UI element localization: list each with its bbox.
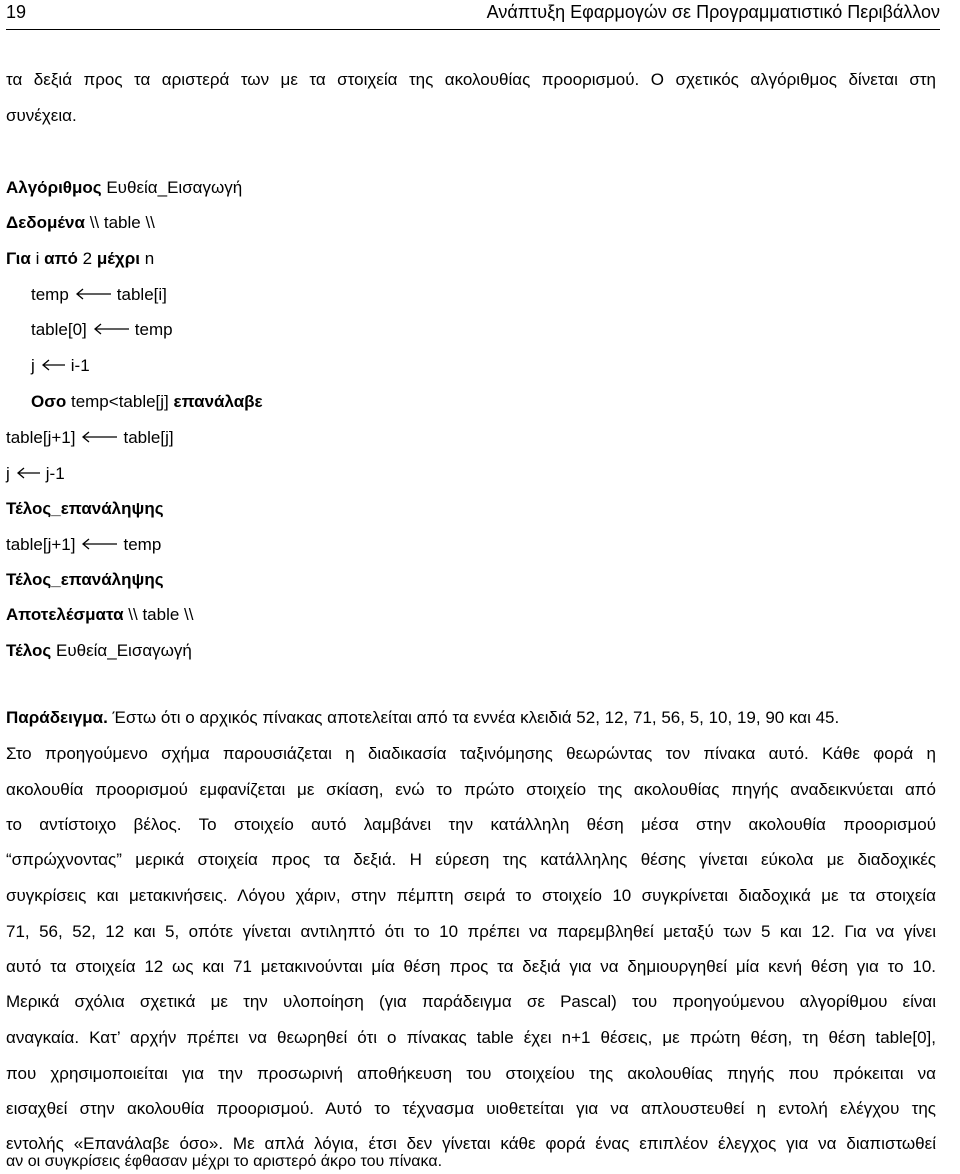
example-line-4: το αντίστοιχο βέλος. Το στοιχείο αυτό λαμβάνει την κατάλληλη θέση μέσα στην ακολουθία προορισμού [6,815,936,834]
algo-line-5 [31,320,173,340]
example-line-3: ακολουθία προορισμού εμφανίζεται με σκίαση, ενώ το πρώτο στοιχείο της ακολουθίας πηγής αναδεικνύεται από [6,780,936,799]
algo-line-14 [6,641,192,661]
intro-line-2: συνέχεια. [6,106,77,125]
page-header [6,0,940,30]
left-arrow-icon [81,535,117,555]
algo-line-4 [31,285,167,305]
page-number: 19 [6,2,27,22]
left-arrow-icon [16,464,40,484]
left-arrow-icon [41,356,65,376]
left-arrow-icon [75,285,111,305]
left-arrow-icon [81,428,117,448]
keyword: Τέλος_επανάληψης [6,499,164,518]
example-line-9: Μερικά σχόλια σχετικά με την υλοποίηση (για παράδειγμα σε Pascal) του προηγούμενου αλγορίθμου είναι [6,992,936,1011]
example-line-13: εντολής «Επανάλαβε όσο». Με απλά λόγια, έτσι δεν γίνεται κάθε φορά ένας επιπλέον έλεγχος για να διαπιστωθεί [6,1134,936,1153]
keyword: μέχρι [96,249,140,268]
example-line-8: αυτό τα στοιχεία 12 ως και 71 μετακινούνται μία θέση προς τα δεξιά για να δημιουργηθεί μία κενή θέση για το 10. [6,957,936,976]
algo-text: Ευθεία_Εισαγωγή [101,178,243,197]
algo-text: j [6,464,10,483]
algo-text: j [31,356,35,375]
algo-line-7 [31,392,263,412]
example-line-12: εισαχθεί στην ακολουθία προορισμού. Αυτό το τέχνασμα υιοθετείται για να απλουστευθεί η εντολή ελέγχου της [6,1099,936,1118]
algo-line-9 [6,464,65,484]
keyword: Τέλος_επανάληψης [6,570,164,589]
algo-text: table[i] [116,285,167,304]
example-text: Έστω ότι ο αρχικός πίνακας αποτελείται από τα εννέα κλειδιά 52, 12, 71, 56, 5, 10, 19, 90 και 45. [107,708,840,727]
algo-text: temp [31,285,69,304]
keyword: Δεδομένα [6,213,85,232]
running-title: Ανάπτυξη Εφαρμογών σε Προγραμματιστικό Περιβάλλον [486,2,940,22]
algo-text: table[j+1] [6,428,76,447]
example-line-6: συγκρίσεις και μετακινήσεις. Λόγου χάριν, στην πέμπτη σειρά το στοιχείο 10 συγκρίνεται διαδοχικά με τα στοιχεία [6,886,936,905]
algo-text: \\ table \\ [84,213,155,232]
example-line-14: αν οι συγκρίσεις έφθασαν μέχρι το αριστερό άκρο του πίνακα. [6,1153,443,1170]
keyword: επανάλαβε [173,392,263,411]
algo-text: n [139,249,155,268]
algo-text: i [30,249,45,268]
algo-line-3 [6,249,154,269]
algo-text: Ευθεία_Εισαγωγή [51,641,192,660]
intro-line-1: τα δεξιά προς τα αριστερά των με τα στοιχεία της ακολουθίας προορισμού. Ο σχετικός αλγόριθμος δίνεται στη [6,70,936,89]
keyword: Οσο [31,392,67,411]
keyword: από [44,249,78,268]
algo-line-12 [6,570,164,590]
algo-line-6 [31,356,90,376]
algo-text: j-1 [45,464,65,483]
algo-line-11 [6,535,161,555]
algo-line-2 [6,213,155,233]
example-line-11: που χρησιμοποιείται για την προσωρινή αποθήκευση του στοιχείου της ακολουθίας πηγής που πρόκειται να [6,1064,936,1083]
algo-text: temp [134,320,173,339]
left-arrow-icon [93,320,129,340]
algo-text: 2 [77,249,97,268]
algo-text: \\ table \\ [123,605,194,624]
algo-line-1 [6,178,242,198]
example-line-2: Στο προηγούμενο σχήμα παρουσιάζεται η διαδικασία ταξινόμησης θεωρώντας τον πίνακα αυτό. Κάθε φορά η [6,744,936,763]
algo-text: table[0] [31,320,87,339]
algo-text: table[j+1] [6,535,76,554]
keyword: Για [6,249,31,268]
algo-line-10 [6,499,164,519]
example-lead: Παράδειγμα. [6,708,108,727]
algo-text: i-1 [70,356,90,375]
example-line-1 [6,708,936,728]
algo-text: table[j] [123,428,174,447]
example-line-10: αναγκαία. Κατ’ αρχήν πρέπει να θεωρηθεί ότι ο πίνακας table έχει n+1 θέσεις, με πρώτη θέση, τη θέση table[0], [6,1028,936,1047]
algo-line-8 [6,428,174,448]
algo-text: temp [123,535,162,554]
example-line-5: “σπρώχνοντας” μερικά στοιχεία προς τα δεξιά. Η εύρεση της κατάλληλης θέσης γίνεται εύκολα με διαδοχικές [6,850,936,869]
keyword: Αλγόριθμος [6,178,102,197]
keyword: Αποτελέσματα [6,605,124,624]
algo-line-13 [6,605,194,625]
keyword: Τέλος [6,641,52,660]
algo-text: temp<table[j] [66,392,174,411]
example-line-7: 71, 56, 52, 12 και 5, οπότε γίνεται αντιληπτό ότι το 10 πρέπει να παρεμβληθεί μεταξύ των 5 και 12. Για να γίνει [6,922,936,941]
